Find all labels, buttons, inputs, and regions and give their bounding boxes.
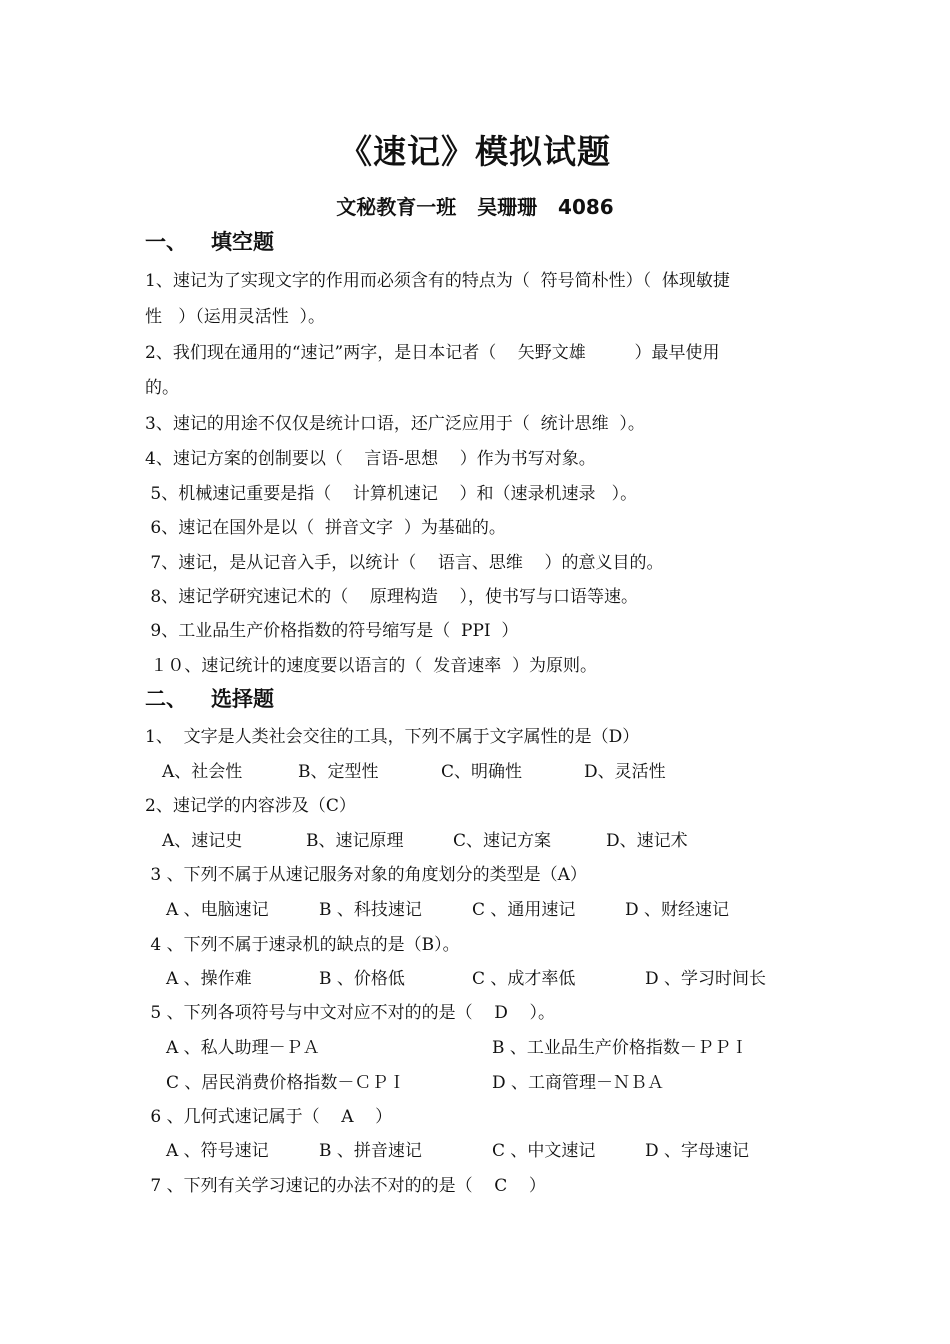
question-line: 的。 (145, 378, 179, 398)
option-a: A、社会性 (162, 762, 243, 782)
option-b: B、定型性 (298, 762, 379, 782)
question-text: 4 、下列不属于速录机的缺点的是（B）。 (145, 935, 460, 955)
question-text: 6 、几何式速记属于（ A ） (145, 1107, 393, 1127)
question-line: 2、我们现在通用的“速记”两字，是日本记者（ 矢野文雄 ）最早使用 (145, 343, 720, 363)
option-c: C 、成才率低 (472, 969, 576, 989)
option-b: B 、科技速记 (319, 900, 422, 920)
question-text: 1、 文字是人类社会交往的工具，下列不属于文字属性的是（D） (145, 727, 640, 747)
option-a: A 、电脑速记 (166, 900, 269, 920)
option-a: A 、操作难 (166, 969, 252, 989)
option-d: D 、字母速记 (645, 1141, 750, 1161)
section-heading-fill-blank (145, 226, 274, 256)
question-line: 6、速记在国外是以（ 拼音文字 ）为基础的。 (145, 518, 506, 538)
question-text: 3 、下列不属于从速记服务对象的角度划分的类型是（A） (145, 865, 587, 885)
section-number: 二、 (145, 687, 187, 711)
option-c: C、明确性 (441, 762, 523, 782)
option-d: D、速记术 (606, 831, 688, 851)
option-b: B 、价格低 (319, 969, 405, 989)
page-title: 《速记》模拟试题 (339, 132, 611, 171)
author-line: 文秘教育一班 吴珊珊 4086 (336, 195, 614, 219)
question-text: 7 、下列有关学习速记的办法不对的的是（ C ） (145, 1176, 546, 1196)
option-b: B、速记原理 (306, 831, 404, 851)
option-c: C 、中文速记 (492, 1141, 596, 1161)
option-b: B 、拼音速记 (319, 1141, 422, 1161)
option-a: A 、符号速记 (166, 1141, 269, 1161)
question-line: 1、速记为了实现文字的作用而必须含有的特点为（ 符号简朴性）（ 体现敏捷 (145, 271, 730, 291)
option-c: C 、通用速记 (472, 900, 576, 920)
section-label: 填空题 (211, 230, 274, 254)
option-a: A、速记史 (162, 831, 243, 851)
section-number: 一、 (145, 230, 187, 254)
question-line: 8、速记学研究速记术的（ 原理构造 ），使书写与口语等速。 (145, 587, 638, 607)
question-line: １０、速记统计的速度要以语言的（ 发音速率 ）为原则。 (145, 656, 598, 676)
option-d: D 、学习时间长 (645, 969, 767, 989)
question-text: 2、速记学的内容涉及（C） (145, 796, 356, 816)
question-line: 性 ）（运用灵活性 ）。 (145, 307, 326, 327)
option-a: A 、私人助理－ＰＡ (166, 1038, 320, 1058)
question-line: 7、速记，是从记音入手，以统计（ 语言、思维 ）的意义目的。 (145, 553, 664, 573)
option-b: B 、工业品生产价格指数－ＰＰＩ (492, 1038, 748, 1058)
question-line: 4、速记方案的创制要以（ 言语-思想 ）作为书写对象。 (145, 449, 596, 469)
section-heading-multiple-choice (145, 683, 274, 713)
option-d: D、灵活性 (584, 762, 666, 782)
section-label: 选择题 (211, 687, 274, 711)
question-text: 5 、下列各项符号与中文对应不对的的是（ D ）。 (145, 1003, 555, 1023)
option-c: C、速记方案 (453, 831, 552, 851)
option-d: D 、财经速记 (625, 900, 730, 920)
question-line: 3、速记的用途不仅仅是统计口语，还广泛应用于（ 统计思维 ）。 (145, 414, 645, 434)
option-d: D 、工商管理－ＮＢＡ (492, 1073, 665, 1093)
question-line: 5、机械速记重要是指（ 计算机速记 ）和（速录机速录 ）。 (145, 484, 638, 504)
question-line: 9、工业品生产价格指数的符号缩写是（ PPI ） (145, 621, 519, 641)
option-c: C 、居民消费价格指数－ＣＰＩ (166, 1073, 406, 1093)
